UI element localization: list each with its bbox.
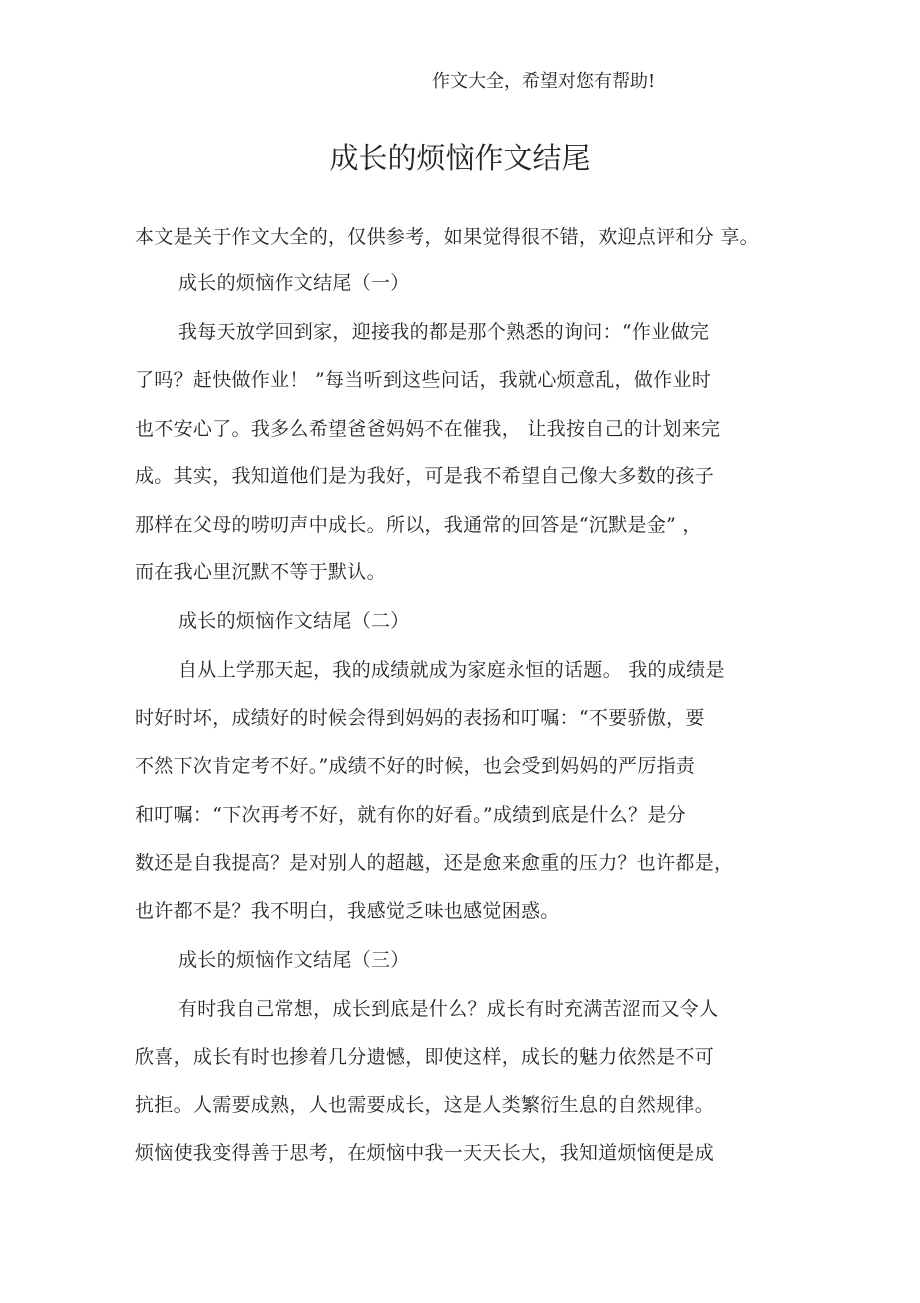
- intro-paragraph: 本文是关于作文大全的，仅供参考，如果觉得很不错，欢迎点评和分 享。: [135, 226, 759, 248]
- document-title: 成长的烦恼作文结尾: [329, 141, 591, 175]
- section-heading: 成长的烦恼作文结尾（二）: [178, 610, 410, 632]
- paragraph-line: 不然下次肯定考不好。”成绩不好的时候，也会受到妈妈的严厉指责: [135, 755, 696, 777]
- paragraph-line: 也许都不是？我不明白，我感觉乏味也感觉困惑。: [135, 900, 560, 922]
- paragraph-line: 时好时坏，成绩好的时候会得到妈妈的表扬和叮嘱：“不要骄傲，要: [135, 707, 705, 729]
- paragraph-line: 成。其实，我知道他们是为我好，可是我不希望自己像大多数的孩子: [135, 465, 715, 487]
- paragraph-line: 数还是自我提高？是对别人的超越，还是愈来愈重的压力？也许都是，: [135, 852, 734, 874]
- paragraph-line: 我每天放学回到家，迎接我的都是那个熟悉的询问：“作业做完: [178, 321, 710, 343]
- paragraph-line: 烦恼使我变得善于思考，在烦恼中我一天天长大，我知道烦恼便是成: [135, 1142, 715, 1164]
- paragraph-line: 而在我心里沉默不等于默认。: [135, 561, 386, 583]
- page-header: 作文大全，希望对您有帮助!: [432, 71, 656, 92]
- paragraph-line: 也不安心了。我多么希望爸爸妈妈不在催我， 让我按自己的计划来完: [135, 418, 721, 440]
- paragraph-line: 那样在父母的唠叨声中成长。所以，我通常的回答是“沉默是金” ，: [135, 514, 702, 536]
- paragraph-line: 有时我自己常想，成长到底是什么？成长有时充满苦涩而又令人: [178, 998, 719, 1020]
- section-heading: 成长的烦恼作文结尾（三）: [178, 949, 410, 971]
- section-heading: 成长的烦恼作文结尾（一）: [178, 272, 410, 294]
- paragraph-line: 欣喜，成长有时也掺着几分遗憾，即使这样，成长的魅力依然是不可: [135, 1046, 715, 1068]
- paragraph-line: 和叮嘱：“下次再考不好，就有你的好看。”成绩到底是什么？是分: [135, 804, 686, 826]
- paragraph-line: 自从上学那天起，我的成绩就成为家庭永恒的话题。 我的成绩是: [178, 659, 725, 681]
- paragraph-line: 了吗？赶快做作业！ ”每当听到这些问话，我就心烦意乱，做作业时: [135, 369, 712, 391]
- paragraph-line: 抗拒。人需要成熟，人也需要成长，这是人类繁衍生息的自然规律。: [135, 1094, 715, 1116]
